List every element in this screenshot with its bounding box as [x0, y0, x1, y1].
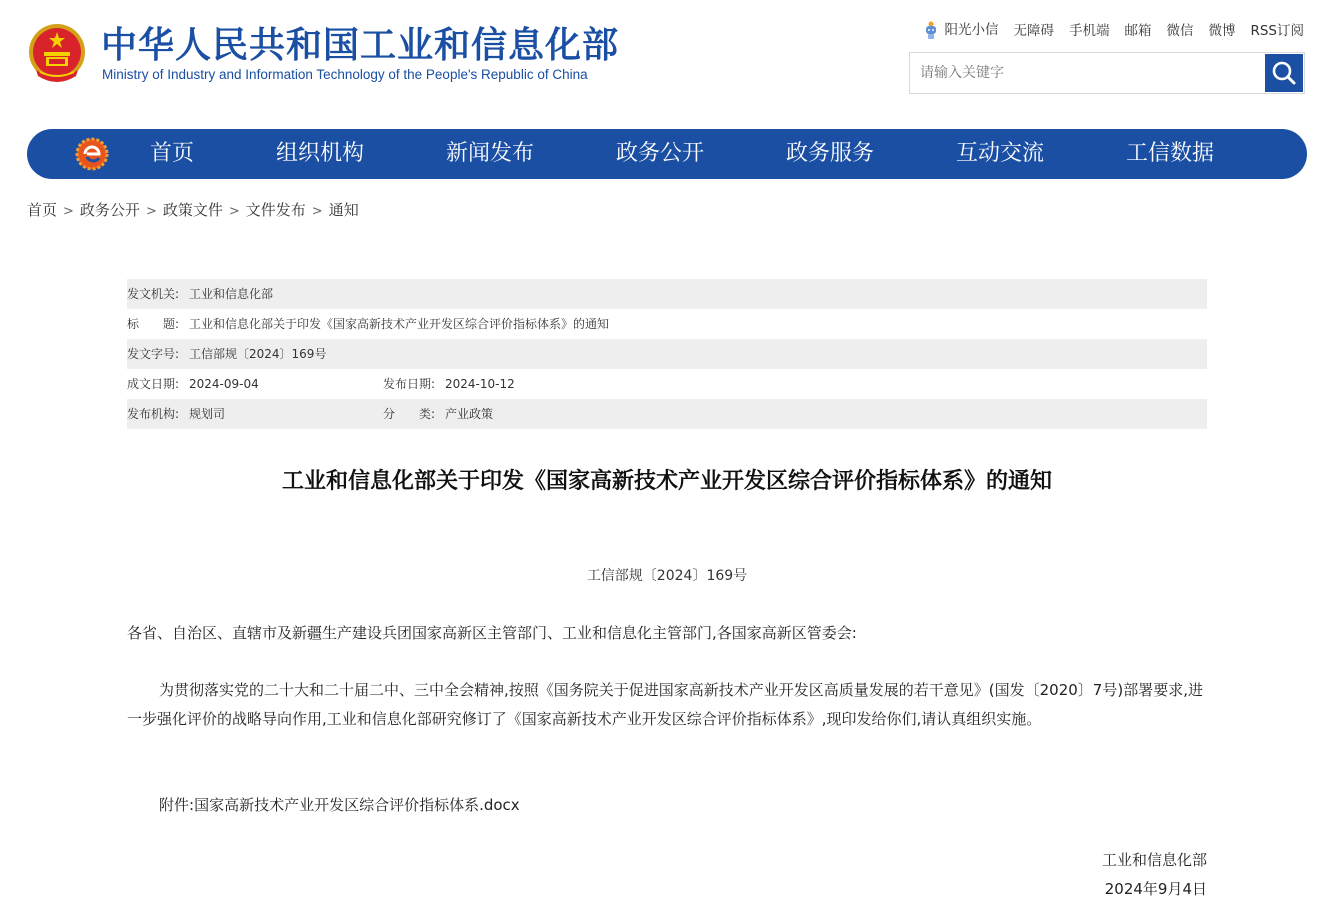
meta-label-issuer: 发文机关: [127, 287, 180, 301]
meta-row-issuer [127, 279, 1207, 309]
top-link-mobile[interactable]: 手机端 [1068, 23, 1110, 39]
breadcrumb-separator: > [228, 204, 240, 219]
meta-row-title [127, 309, 1207, 339]
meta-label-published-date: 发布日期: [383, 377, 436, 391]
document-attachment [127, 791, 1207, 820]
nav-item-government-services[interactable]: 政务服务 [786, 141, 875, 166]
meta-value-org: 规划司 [189, 407, 226, 421]
meta-label-title: 标 题: [127, 317, 180, 331]
meta-label-category: 分 类: [383, 407, 436, 421]
document-paragraph: 为贯彻落实党的二十大和二十届二中、三中全会精神,按照《国务院关于促进国家高新技术产业开发区高质量发展的若干意见》(国发〔2020〕7号)部署要求,进一步强化评价的战略导向作用,工业和信息化部研究修订了《国家高新技术产业开发区综合评价指标体系》,现印发给你们,请认真组织实施。 [127, 681, 1203, 728]
meta-label-docno: 发文字号: [127, 347, 180, 361]
top-link-label: 阳光小信 [944, 22, 999, 38]
top-link-weibo[interactable]: 微博 [1208, 23, 1236, 39]
nav-item-interaction[interactable]: 互动交流 [956, 141, 1045, 166]
site-header [0, 0, 1328, 120]
meta-row-docno [127, 339, 1207, 369]
nav-item-news[interactable]: 新闻发布 [446, 141, 535, 166]
document-number: 工信部规〔2024〕169号 [586, 568, 748, 584]
attachment-link[interactable]: 国家高新技术产业开发区综合评价指标体系.docx [194, 796, 520, 814]
top-link-rss[interactable]: RSS订阅 [1250, 23, 1304, 39]
nav-item-home[interactable]: 首页 [150, 141, 195, 166]
meta-row-org [127, 399, 1207, 429]
meta-value-title: 工业和信息化部关于印发《国家高新技术产业开发区综合评价指标体系》的通知 [189, 317, 610, 331]
site-subtitle: Ministry of Industry and Information Technology of the People's Republic of China [102, 67, 588, 82]
top-link-accessibility[interactable]: 无障碍 [1013, 23, 1054, 39]
meta-value-category: 产业政策 [445, 407, 494, 421]
top-link-wechat[interactable]: 微信 [1166, 23, 1194, 39]
meta-value-published-date: 2024-10-12 [445, 377, 515, 391]
breadcrumb-separator: > [145, 204, 157, 219]
meta-value-written-date: 2024-09-04 [189, 377, 259, 391]
document-date: 2024年9月4日 [1104, 880, 1207, 898]
meta-value-docno: 工信部规〔2024〕169号 [189, 347, 327, 361]
search-icon [1265, 54, 1303, 92]
breadcrumb-separator: > [311, 204, 323, 219]
document-title: 工业和信息化部关于印发《国家高新技术产业开发区综合评价指标体系》的通知 [281, 469, 1052, 494]
search-input[interactable] [910, 53, 1262, 93]
attachment-label: 附件: [159, 796, 195, 814]
meta-row-dates [127, 369, 1207, 399]
nav-item-data[interactable]: 工信数据 [1126, 141, 1215, 166]
breadcrumb-policy-documents[interactable]: 政策文件 [162, 201, 223, 219]
document-metadata-table [127, 279, 1207, 429]
meta-label-org: 发布机构: [127, 407, 180, 421]
breadcrumb-government-affairs[interactable]: 政务公开 [79, 201, 140, 219]
breadcrumb [27, 199, 359, 220]
top-link-sunshine-xiaoxin[interactable] [924, 18, 998, 40]
breadcrumb-file-release[interactable]: 文件发布 [245, 201, 306, 219]
breadcrumb-home[interactable]: 首页 [27, 201, 58, 219]
site-title: 中华人民共和国工业和信息化部 [101, 25, 620, 66]
top-links [924, 18, 1304, 40]
breadcrumb-notice[interactable]: 通知 [328, 201, 359, 219]
meta-label-written-date: 成文日期: [127, 377, 180, 391]
miit-logo-icon[interactable] [75, 137, 109, 171]
search-box [909, 52, 1305, 94]
robot-icon [924, 20, 938, 40]
top-link-mailbox[interactable]: 邮箱 [1124, 23, 1152, 39]
document-salutation: 各省、自治区、直辖市及新疆生产建设兵团国家高新区主管部门、工业和信息化主管部门,各国家高新区管委会: [127, 624, 857, 642]
breadcrumb-separator: > [63, 204, 74, 219]
document-signature: 工业和信息化部 [1101, 851, 1207, 869]
search-button[interactable] [1265, 54, 1303, 92]
meta-value-issuer: 工业和信息化部 [189, 287, 274, 301]
nav-item-organization[interactable]: 组织机构 [276, 141, 365, 166]
main-nav [27, 129, 1307, 179]
nav-item-government-affairs[interactable]: 政务公开 [616, 141, 705, 166]
national-emblem-icon[interactable] [26, 22, 88, 86]
